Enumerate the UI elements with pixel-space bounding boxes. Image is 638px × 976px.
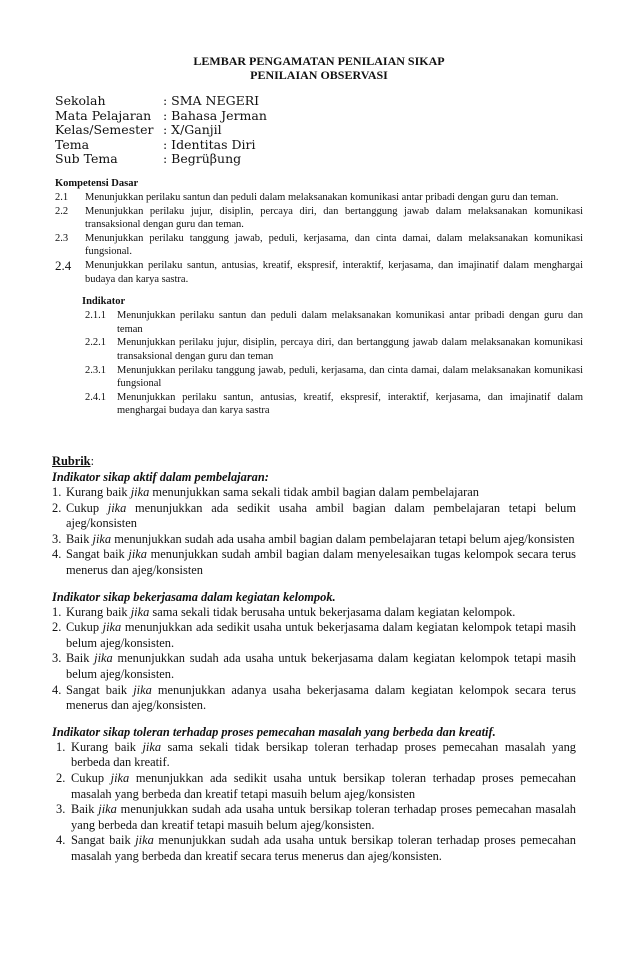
indikator-number: 2.1.1 [85,310,106,322]
item-post: menunjukkan sudah ada usaha untuk bersikap toleran terhadap proses pemecahan masalah yang berbeda dan kreatif secara terus menerus dan ajeg/konsisten. [71,833,576,863]
item-pre: Baik [71,802,99,817]
kompetensi-number: 2.3 [55,232,69,244]
kompetensi-item [55,191,583,205]
indikator-item [82,364,583,391]
item-number: 4. [52,547,62,562]
meta-value: : Bahasa Jerman [163,107,267,123]
indikator-text: Menunjukkan perilaku jujur, disiplin, percaya diri, dan bertanggung jawab dalam melaksanakan komunikasi transaksional dengan guru dan teman [117,337,583,362]
item-pre: Kurang baik [66,604,131,619]
kompetensi-text: Menunjukkan perilaku tanggung jawab, peduli, kerjasama, dan cinta damai, dalam melaksanakan komunikasi fungsional. [85,232,583,258]
item-pre: Cukup [66,620,103,635]
meta-value: : X/Ganjil [163,122,222,137]
item-number: 1. [56,739,66,754]
item-post: menunjukkan ada sedikit usaha untuk bersikap toleran terhadap proses pemecahan masalah yang berbeda dan kreatif tetapi masuih belum ajeg/konsisten [71,770,576,801]
meta-row-kelas-semester [55,123,267,138]
item-post: menunjukkan ada sedikit usaha ambil bagian dalam pembelajaran tetapi belum ajeg/konsisten [66,500,576,531]
rubrik-item [52,605,576,621]
item-number: 1. [52,485,62,499]
document-title: LEMBAR PENGAMATAN PENILAIAN SIKAP [193,54,445,68]
rubrik-heading [52,453,576,469]
rubrik-item [52,771,576,802]
item-jika: jika [135,833,154,848]
section-title: Indikator sikap toleran terhadap proses pemecahan masalah yang berbeda dan kreatif. [52,724,496,739]
kompetensi-item [55,232,583,259]
kompetensi-dasar-section [55,177,583,418]
indikator-item [82,336,583,363]
item-post: menunjukkan sudah ada usaha ambil bagian dalam pembelajaran tetapi belum ajeg/konsisten [111,531,575,546]
kompetensi-number: 2.1 [55,192,69,203]
kompetensi-text: Menunjukkan perilaku santun dan peduli dalam melaksanakan komunikasi antar pribadi dengan guru dan teman. [85,192,559,203]
rubrik-item [52,485,576,501]
indikator-text: Menunjukkan perilaku santun dan peduli dalam melaksanakan komunikasi antar pribadi dengan guru dan teman [117,310,583,335]
meta-label: Tema [55,136,90,152]
item-pre: Kurang baik [71,739,143,754]
meta-row-tema [55,138,267,153]
item-number: 1. [52,604,62,619]
indikator-item [82,309,583,336]
item-post: menunjukkan ada sedikit usaha untuk bekerjasama dalam kegiatan kelompok tetapi masih belum ajeg/konsisten. [66,620,576,650]
kompetensi-number: 2.2 [55,205,69,217]
meta-label: Mata Pelajaran [55,107,152,123]
indikator-text: Menunjukkan perilaku tanggung jawab, peduli, kerjasama, dan cinta damai, dalam melaksanakan komunikasi fungsional [117,364,583,390]
rubrik-item [52,740,576,771]
meta-label: Sub Tema [55,151,118,166]
item-pre: Baik [66,531,93,546]
rubrik-item [52,532,576,548]
rubrik-item [52,651,576,682]
section-title: Indikator sikap bekerjasama dalam kegiatan kelompok. [52,589,336,604]
meta-value: : Begrüβung [163,151,242,166]
rubrik-section-bekerjasama [52,589,576,714]
item-pre: Cukup [66,500,108,515]
kompetensi-item [55,259,583,286]
item-jika: jika [130,485,150,499]
indikator-number: 2.4.1 [85,391,106,403]
meta-value: : SMA NEGERI [163,93,260,108]
identity-block [55,94,267,167]
rubrik-item [52,620,576,651]
item-post: sama sekali tidak berusaha untuk bekerjasama dalam kegiatan kelompok. [149,604,516,619]
document-subtitle: PENILAIAN OBSERVASI [250,68,388,82]
indikator-text: Menunjukkan perilaku santun, antusias, kreatif, ekspresif, interaktif, kerjasama, dan imajinatif dalam menghargai budaya dan karya sastra [117,391,583,417]
item-jika: jika [110,770,130,785]
rubrik-section [52,453,576,874]
rubrik-label: Rubrik [52,454,91,468]
kompetensi-number: 2.4 [55,257,72,273]
item-jika: jika [142,739,162,754]
item-number: 3. [56,802,66,817]
item-post: menunjukkan adanya usaha bekerjasama dalam kegiatan kelompok secara terus menerus dan ajeg/konsisten. [66,682,576,713]
item-pre: Sangat baik [71,833,136,848]
item-number: 4. [52,682,62,697]
kompetensi-text: Menunjukkan perilaku santun, antusias, kreatif, ekspresif, interaktif, kerjasama, dan imajinatif dalam menghargai budaya dan karya sastra. [85,259,583,285]
meta-label: Sekolah [55,93,106,108]
meta-label: Kelas/Semester [55,122,154,137]
item-number: 3. [52,651,62,666]
rubrik-item [52,547,576,578]
item-jika: jika [133,682,152,697]
rubrik-item [52,833,576,864]
kompetensi-item [55,205,583,232]
item-post: menunjukkan sudah ada usaha untuk bekerjasama dalam kegiatan kelompok tetapi masih belum ajeg/konsisten. [66,651,576,681]
kompetensi-dasar-heading: Kompetensi Dasar [55,178,139,189]
meta-row-sub-tema [55,152,267,167]
item-post: menunjukkan sama sekali tidak ambil bagian dalam pembelajaran [149,485,479,499]
rubrik-item [52,501,576,532]
item-number: 3. [52,531,62,546]
item-number: 2. [56,770,66,785]
kompetensi-text: Menunjukkan perilaku jujur, disiplin, percaya diri, dan bertanggung jawab dalam melaksanakan komunikasi transaksional dengan guru dan teman. [85,205,583,231]
rubrik-section-aktif [52,469,576,579]
item-pre: Kurang baik [66,485,131,499]
item-pre: Sangat baik [66,682,134,697]
meta-value: : Identitas Diri [163,136,256,152]
indikator-heading: Indikator [82,296,126,308]
item-jika: jika [94,651,113,666]
item-jika: jika [107,500,127,515]
item-pre: Baik [66,651,95,666]
item-pre: Cukup [71,770,111,785]
item-post: menunjukkan sudah ambil bagian dalam menyelesaikan tugas kelompok secara terus menerus dan ajeg/konsisten [66,547,576,577]
item-post: sama sekali tidak bersikap toleran terhadap proses pemecahan masalah yang berbeda dan kreatif. [71,739,576,770]
indikator-item [82,391,583,418]
item-number: 2. [52,500,62,515]
section-title: Indikator sikap aktif dalam pembelajaran: [52,470,269,484]
item-pre: Sangat baik [66,547,129,562]
item-jika: jika [130,604,150,619]
rubrik-section-toleran [52,724,576,865]
meta-row-mata-pelajaran [55,109,267,124]
item-post: menunjukkan sudah ada usaha untuk bersikap toleran terhadap proses pemecahan masalah yang berbeda dan kreatif tetapi masuih belum ajeg/konsisten. [71,802,577,832]
item-jika: jika [98,802,117,817]
item-jika: jika [128,547,147,562]
item-jika: jika [102,620,122,635]
item-number: 4. [56,833,66,848]
indikator-number: 2.2.1 [85,337,106,349]
rubrik-item [52,683,576,714]
rubrik-item [52,802,576,833]
indikator-number: 2.3.1 [85,364,106,376]
meta-row-sekolah [55,94,267,109]
rubrik-colon: : [90,454,95,468]
indikator-section [82,295,583,418]
item-number: 2. [52,620,62,635]
item-jika: jika [92,531,112,546]
